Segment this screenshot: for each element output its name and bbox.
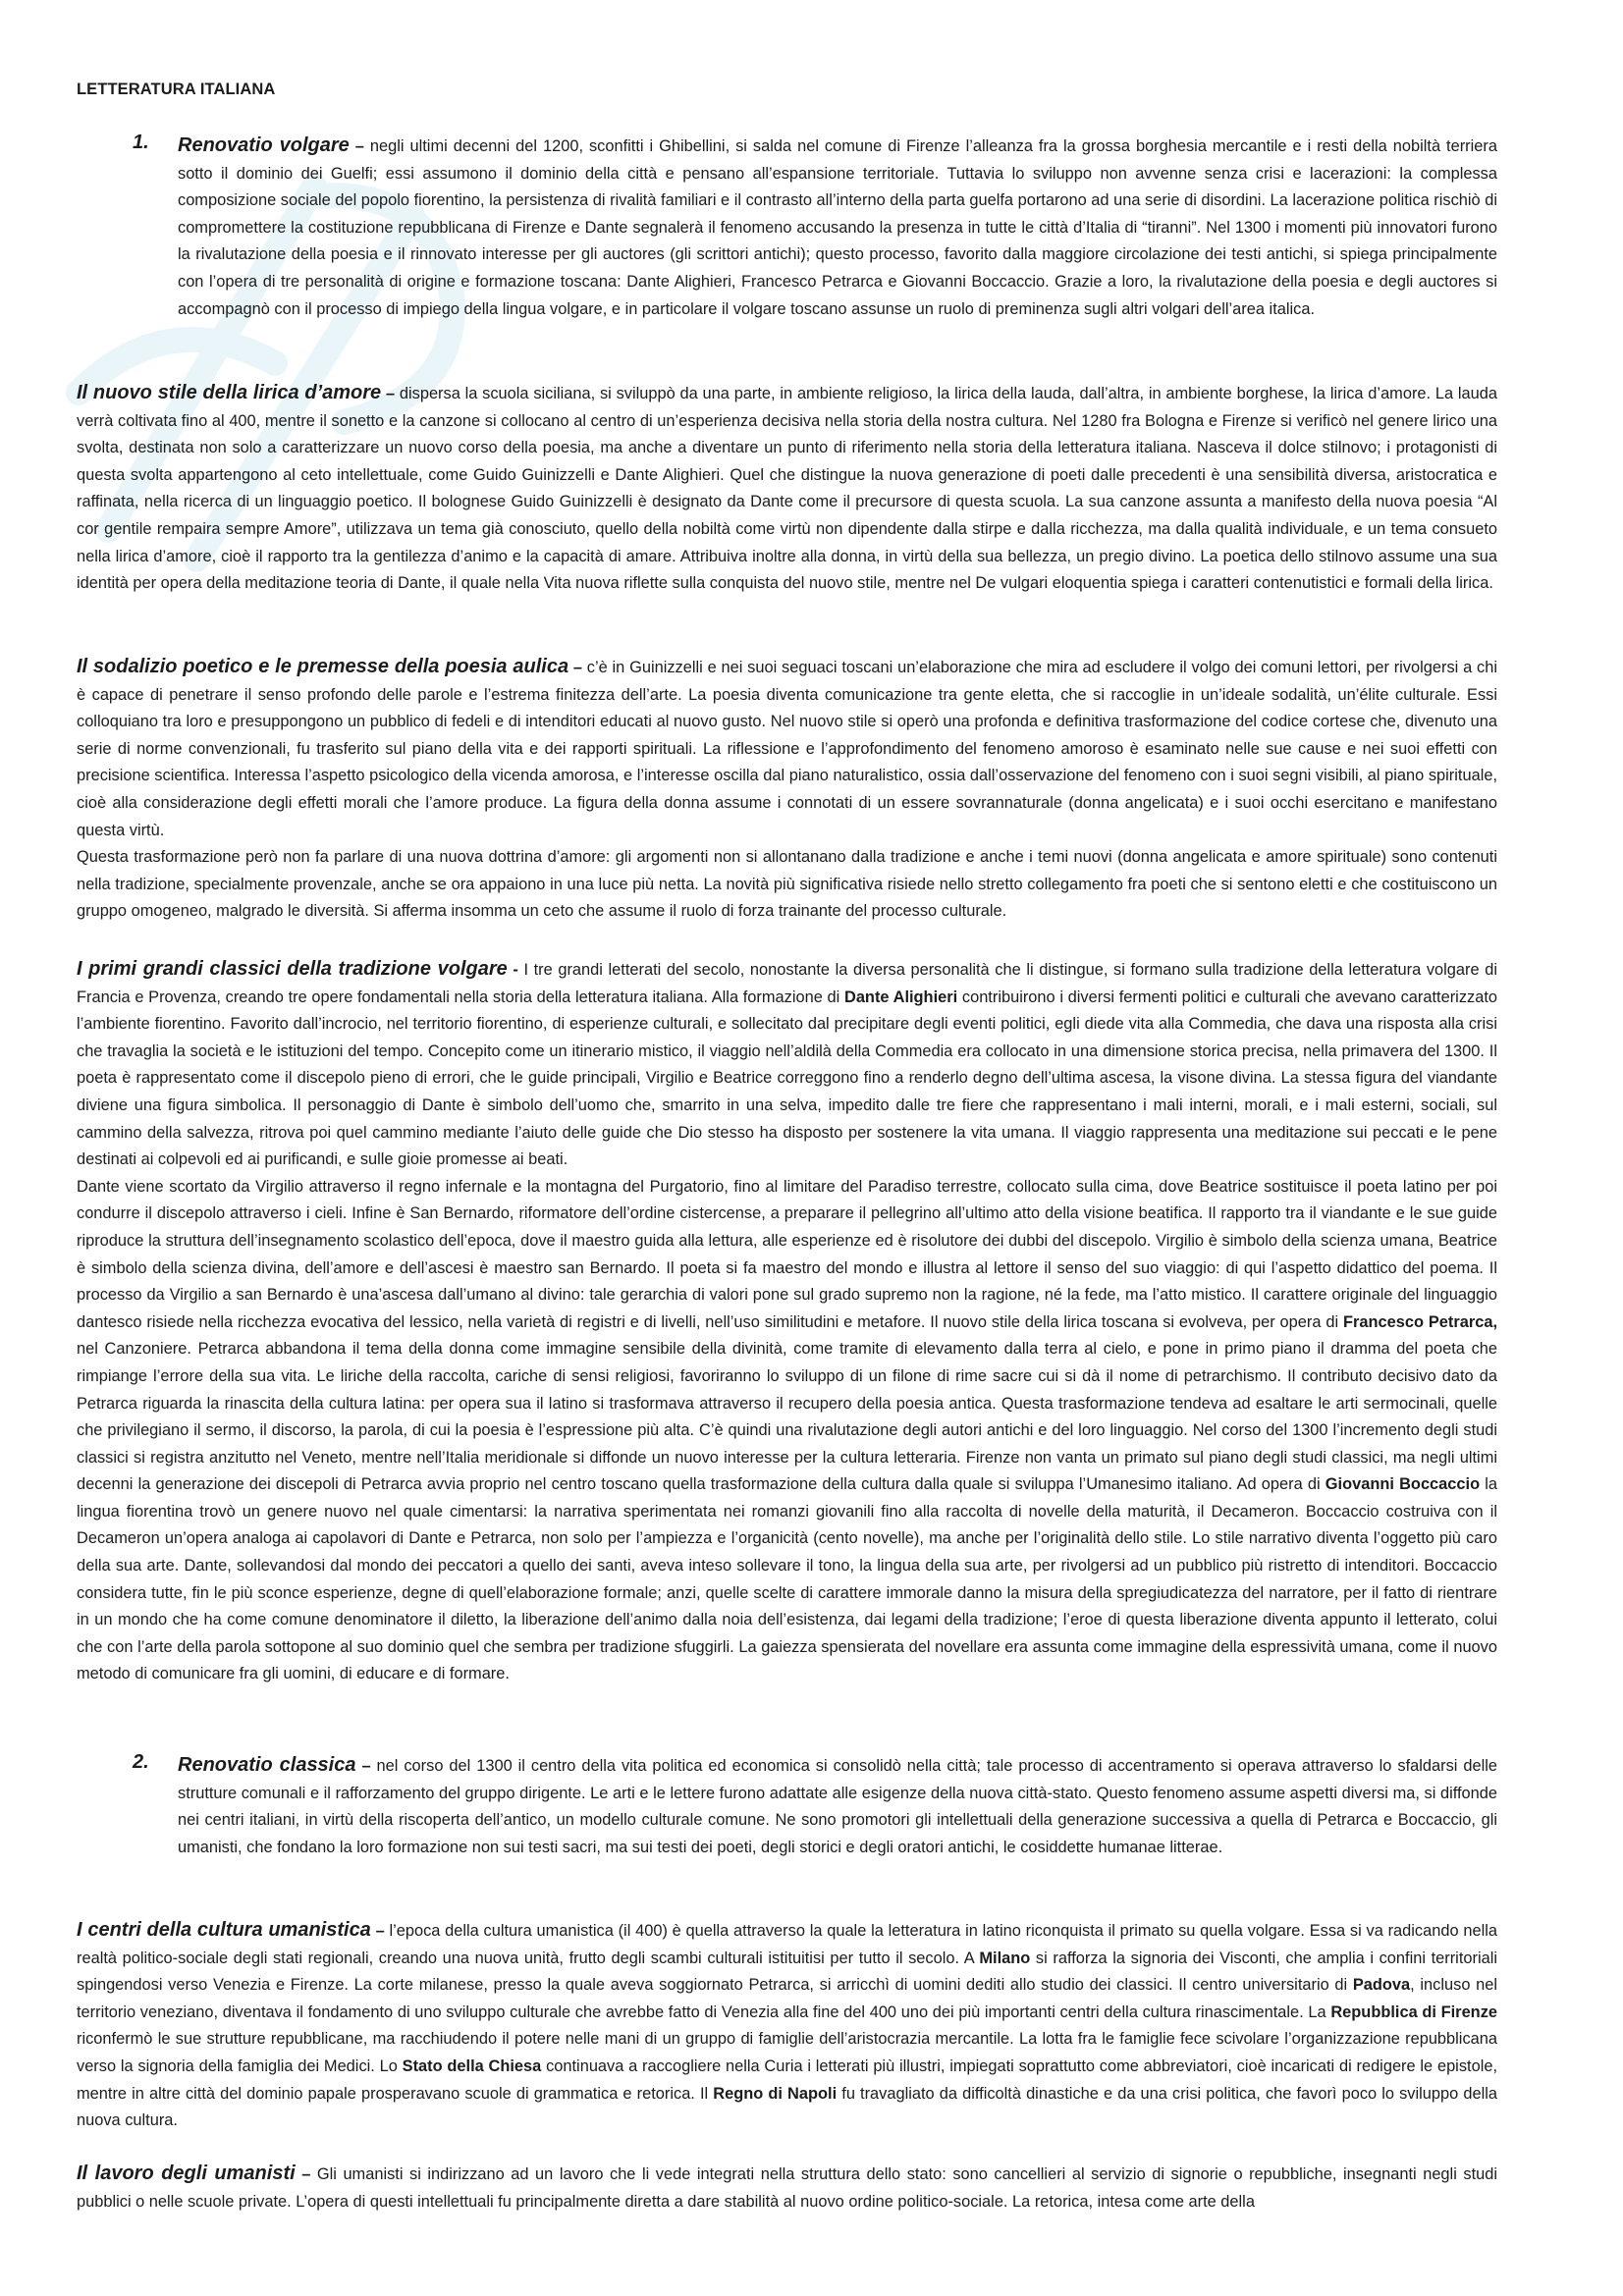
section-text: c’è in Guinizzelli e nei suoi seguaci toscani un’elaborazione che mira ad escludere il volgo dei comuni lettori, per rivolgersi a chi è capace di penetrare il senso profondo delle parole e l’estrema finitezza dell’arte. La poesia diventa comunicazione tra gente eletta, che si raccoglie in un’ideale sodalità, un’élite culturale. Essi colloquiano tra loro e presuppongono un pubblico di fedeli e di intenditori educati al nuovo gusto. Nel nuovo stile si operò una profonda e definitiva trasformazione del codice cortese che, divenuto una serie di norme convenzionali, fu trasferito sul piano della vita e dei rapporti spirituali. La riflessione e l’approfondimento del fenomeno amoroso è esaminato nelle sue cause e nei suoi effetti con precisione scientifica. Interessa l’aspetto psicologico della vicenda amorosa, e l’interesse oscilla dal piano naturalistico, ossia dall’osservazione del fenomeno con i suoi segni visibili, al piano spirituale, cioè alla considerazione degli effetti morali che l’amore produce. La figura della donna assume i connotati di un essere sovrannaturale (donna angelicata) e i suoi occhi esercitano e manifestano questa virtù. (77, 659, 1497, 839)
section-renovatio-classica (178, 1752, 1497, 1861)
heading-dash: – (355, 1757, 377, 1775)
section-text: riconfermò le sue strutture repubblicane, ma racchiudendo il potere nelle mani di un gruppo di famiglie dell’aristocrazia mercantile. La lotta fra le famiglie fece scivolare l’organizzazione repubblicana verso la signoria della famiglia dei Medici. Lo (77, 2030, 1497, 2075)
section-text: si rafforza la signoria dei Visconti, che amplia i confini territoriali spingendosi verso Venezia e Firenze. La corte milanese, presso la quale aveva soggiornato Petrarca, si arricchì di uomini dediti allo studio dei classici. Il centro universitario di (77, 1949, 1497, 1995)
section-heading: Il nuovo stile della lirica d’amore (77, 382, 382, 403)
section-text: la lingua fiorentina trovò un genere nuovo nel quale cimentarsi: la narrativa sperimentata nei romanzi giovanili fino alla raccolta di novelle della maturità, il Decameron. Boccaccio costruiva con il Decameron un’opera analoga ai capolavori di Dante e Petrarca, non solo per l’ampiezza e l’organicità (cento novelle), ma anche per l’originalità dello stile. Lo stile narrativo diventa l’oggetto più caro della sua arte. Dante, sollevandosi dal mondo dei peccatori a quello dei santi, aveva inteso sollevare il tono, la lingua della sua arte, per rivolgersi ad un pubblico più ristretto di intenditori. Boccaccio considera tutte, fin le più sconce esperienze, degne di quell’elaborazione formale; anzi, quelle scelte di carattere immorale danno la misura della spregiudicatezza del narratore, per il fatto di rientrare in un mondo che ha come comune denominatore il diletto, la liberazione dell’animo dalla noia dell’esistenza, dai legami della tradizione; l’eroe di questa liberazione diventa appunto il letterato, colui che con l’arte della parola sottopone al suo dominio quel che sembra per tradizione sfuggirli. La gaiezza spensierata del novellare era assunta come immagine della espressività umana, come il nuovo metodo di comunicare fra gli uomini, di educare e di formare. (77, 1475, 1498, 1683)
bold-place-chiesa: Stato della Chiesa (402, 2056, 542, 2075)
section-heading: Renovatio classica (178, 1754, 356, 1776)
section-text: Dante viene scortato da Virgilio attraverso il regno infernale e la montagna del Purgatorio, fino al limitare del Paradiso terrestre, collocato sulla cima, dove Beatrice sostituisce il poeta latino per poi condurre il discepolo attraverso i cieli. Infine è San Bernardo, riformatore dell’ordine cistercense, a preparare il pellegrino all’ultimo atto della visione beatifica. Il rapporto tra il viandante e le sue guide riproduce la struttura dell’insegnamento scolastico dell’epoca, dove il maestro guida alla lettura, alle esperienze ed è risolutore dei dubbi del discepolo. Virgilio è simbolo della scienza umana, Beatrice è simbolo della scienza divina, dell’amore e dell’ascesi è maestro san Bernardo. Il poeta si fa maestro del mondo e illustra al lettore il senso del suo viaggio: di qui l’aspetto didattico del poema. Il processo da Virgilio a san Bernardo è una’ascesa dall’umano al divino: tale gerarchia di valori pone sul grado supremo non la ragione, né la fede, ma l’atto mistico. Il carattere originale del linguaggio dantesco risiede nella ricchezza evocativa del lessico, nella varietà di registri e di livelli, nell’uso similitudini e metafore. Il nuovo stile della lirica toscana si evolveva, per opera di (77, 1177, 1497, 1331)
section-heading: I centri della cultura umanistica (77, 1919, 371, 1941)
heading-dash: – (370, 1922, 390, 1940)
bold-place-padova: Padova (1352, 1976, 1411, 1995)
section-nuovo-stile (77, 380, 1497, 598)
section-text: fu travagliato da difficoltà dinastiche e da una crisi politica, che favorì poco lo sviluppo della nuova cultura. (77, 2084, 1497, 2130)
bold-place-milano: Milano (979, 1949, 1031, 1967)
section-text: contribuirono i diversi fermenti politici e culturali che avevano caratterizzato l’ambiente fiorentino. Favorito dall’incrocio, nel territorio fiorentino, di esperienze culturali, e sollecitato dal precipitare degli eventi politici, egli diede vita alla Commedia, che dava una risposta alla crisi che travaglia la società e le istituzioni del tempo. Concepito come un itinerario mistico, il viaggio nell’aldilà della Commedia era collocato in una dimensione storica precisa, nella primavera del 1300. Il poeta è rappresentato come il discepolo pieno di errori, che le guide principali, Virgilio e Beatrice correggono fino a renderlo degno dell’ultima ascesa, la visone divina. La stessa figura del viandante diviene una figura simbolica. Il personaggio di Dante è simbolo dell’uomo che, smarrito in una selva, impedito dalle tre fiere che rappresentano i mali interni, morali, e i mali esterni, sociali, sul cammino della salvezza, ritrova poi quel cammino mediante l’aiuto delle guide che Dio stesso ha disposto per sostenere la vita umana. Il viaggio rappresenta una meditazione sui peccati e le pene destinati ai colpevoli ed ai purificandi, e sulle gioie promesse ai beati. (77, 988, 1497, 1169)
section-number-2: 2. (133, 1751, 149, 1773)
section-renovatio-volgare (178, 133, 1497, 323)
section-text: l’epoca della cultura umanistica (il 400) è quella attraverso la quale la letteratura in latino riconquista il primato su quella volgare. Essa si va radicando nella realtà politico-sociale degli stati regionali, creando una nuova unità, frutto degli scambi culturali istituitisi per tutto il secolo. A (77, 1922, 1497, 1967)
section-lavoro-umanisti (77, 2161, 1497, 2216)
section-heading: Renovatio volgare (178, 134, 350, 156)
section-text: nel Canzoniere. Petrarca abbandona il tema della donna come immagine sensibile della divinità, come tramite di elevamento dalla terra al cielo, e pone in primo piano il dramma del poeta che rimpiange l’errore della sua vita. Le liriche della raccolta, cariche di sensi religiosi, favoriranno lo sviluppo di un filone di rime sacre cui si dà il nome di petrarchismo. Il contributo decisivo dato da Petrarca riguarda la rinascita della cultura latina: per opera sua il latino si trasformava attraverso il recupero della poesia antica. Questa trasformazione tendeva ad esaltare le arti sermocinali, quelle che privilegiano il sermo, il discorso, la parola, di cui la poesia è l’espressione più alta. C’è quindi una rivalutazione degli autori antichi e del loro linguaggio. Nel corso del 1300 l’incremento degli studi classici si registra anzitutto nel Veneto, mentre nell’Italia meridionale si diffonde un nuovo interesse per la cultura letteraria. Firenze non vanta un primato sul piano degli studi classici, ma negli ultimi decenni la generazione dei discepoli di Petrarca avvia proprio nel centro toscano quella trasformazione della cultura dalla quale si sviluppa l’Umanesimo italiano. Ad opera di (77, 1340, 1497, 1494)
section-text: , incluso nel territorio veneziano, diventava il fondamento di uno sviluppo culturale che avrebbe fatto di Venezia alla fine del 400 uno dei più importanti centri della cultura rinascimentale. La (77, 1976, 1498, 2021)
heading-dash: – (349, 137, 370, 155)
section-text: Gli umanisti si indirizzano ad un lavoro che li vede integrati nella struttura dello stato: sono cancellieri al servizio di signorie o repubbliche, insegnanti negli studi pubblici o nelle scuole private. L’opera di questi intellettuali fu principalmente diretta a dare stabilità al nuovo ordine politico-sociale. La retorica, intesa come arte della (77, 2165, 1497, 2211)
heading-dash: – (381, 385, 400, 402)
section-text: dispersa la scuola siciliana, si sviluppò da una parte, in ambiente religioso, la lirica della lauda, dall’altra, in ambiente borghese, la lirica d’amore. La lauda verrà coltivata fino al 400, mentre il sonetto e la canzone si collocano al centro di un’esperienza decisiva nella storia della nostra cultura. Nel 1280 fra Bologna e Firenze si verificò nel genere lirico una svolta, destinata non solo a caratterizzare un nuovo corso della poesia, ma anche a diventare un punto di riferimento nella storia della letteratura italiana. Nasceva il dolce stilnovo; i protagonisti di questa svolta appartengono al ceto intellettuale, come Guido Guinizzelli e Dante Alighieri. Quel che distingue la nuova generazione di poeti dalle precedenti è una sensibilità diversa, aristocratica e raffinata, nella ricerca di un linguaggio poetico. Il bolognese Guido Guinizzelli è designato da Dante come il precursore di questa scuola. La sua canzone assunta a manifesto della nuova poesia “Al cor gentile rempaira sempre Amore”, utilizzava un tema già conosciuto, quello della nobiltà come virtù non dipendente dalla stirpe e dalla ricchezza, ma dalla qualità individuale, e un tema consueto nella lirica d’amore, cioè il rapporto tra la gentilezza d’animo e la capacità di amare. Attribuiva inoltre alla donna, in virtù della sua bellezza, un pregio divino. La poetica dello stilnovo assume una sua identità per opera della meditazione teoria di Dante, il quale nella Vita nuova riflette sulla conquista del nuovo stile, mentre nel De vulgari eloquentia spiega i caratteri contenutistici e formali della lirica. (77, 385, 1497, 593)
heading-dash: – (568, 659, 587, 676)
section-heading: I primi grandi classici della tradizione volgare (77, 958, 508, 980)
section-number-1: 1. (133, 132, 149, 153)
section-centri-cultura (77, 1917, 1497, 2135)
bold-name-dante: Dante Alighieri (843, 988, 958, 1006)
bold-place-firenze: Repubblica di Firenze (1330, 2002, 1498, 2021)
section-heading: Il lavoro degli umanisti (77, 2163, 296, 2184)
document-title: LETTERATURA ITALIANA (77, 80, 276, 98)
heading-dash: - (507, 961, 524, 979)
bold-place-napoli: Regno di Napoli (713, 2084, 838, 2103)
bold-name-boccaccio: Giovanni Boccaccio (1325, 1475, 1481, 1494)
section-text: continuava a raccogliere nella Curia i letterati più illustri, impiegati soprattutto come abbreviatori, cioè incaricati di redigere le epistole, mentre in altre città del dominio papale prosperavano scuole di grammatica e retorica. Il (77, 2056, 1498, 2103)
section-text: I tre grandi letterati del secolo, nonostante la diversa personalità che li distingue, si formano sulla tradizione della letteratura volgare di Francia e Provenza, creando tre opere fondamentali nella storia della letteratura italiana. Alla formazione di (77, 961, 1497, 1006)
section-text: nel corso del 1300 il centro della vita politica ed economica si consolidò nella città; tale processo di accentramento si operava attraverso lo sfaldarsi delle strutture comunali e il rafforzamento del gruppo dirigente. Le arti e le lettere furono adattate alle esigenze della nuova città-stato. Questo fenomeno assume aspetti diversi ma, si diffonde nei centri italiani, in virtù della riscoperta dell’antico, un modello culturale comune. Ne sono promotori gli intellettuali della generazione successiva a quella di Petrarca e Boccaccio, gli umanisti, che fondano la loro formazione non sui testi sacri, ma sui testi dei poeti, degli storici e degli oratori antichi, le cosiddette humanae litterae. (178, 1757, 1497, 1856)
section-heading: Il sodalizio poetico e le premesse della poesia aulica (77, 656, 569, 677)
section-text-continued: Questa trasformazione però non fa parlare di una nuova dottrina d’amore: gli argomenti non si allontanano dalla tradizione e anche i temi nuovi (donna angelicata e amore spirituale) sono contenuti nella tradizione, specialmente provenzale, anche se ora appaiono in una luce più netta. La novità più significativa risiede nello stretto collegamento fra poeti che si sentono eletti e che costituiscono un gruppo omogeneo, malgrado le diversità. Si afferma insomma un ceto che assume il ruolo di forza trainante del processo culturale. (77, 848, 1497, 921)
section-sodalizio-poetico (77, 654, 1497, 926)
section-text: negli ultimi decenni del 1200, sconfitti i Ghibellini, si salda nel comune di Firenze l’alleanza fra la grossa borghesia mercantile e i resti della nobiltà terriera sotto il dominio dei Guelfi; essi assumono il dominio della città e pensano all’espansione territoriale. Tuttavia lo sviluppo non avvenne senza crisi e lacerazioni: la complessa composizione sociale del popolo fiorentino, la persistenza di rivalità familiari e il contrasto all’interno della parta guelfa portarono ad una serie di disordini. La lacerazione politica rischiò di compromettere la costituzione repubblicana di Firenze e Dante segnalerà il fenomeno accusando la presenza in tutte le città d’Italia di “tiranni”. Nel 1300 i momenti più innovatori furono la rivalutazione della poesia e il rinnovato interesse per gli auctores (gli scrittori antichi); questo processo, favorito dalla maggiore circolazione dei testi antichi, si spiega principalmente con l’opera di tre personalità di origine e formazione toscana: Dante Alighieri, Francesco Petrarca e Giovanni Boccaccio. Grazie a loro, la rivalutazione della poesia e degli auctores si accompagnò con il processo di impiego della lingua volgare, e in particolare il volgare toscano assunse un ruolo di preminenza sugli altri volgari dell’area italica. (178, 137, 1497, 318)
section-primi-classici (77, 956, 1497, 1688)
heading-dash: – (295, 2165, 317, 2183)
bold-name-petrarca: Francesco Petrarca, (1342, 1312, 1497, 1331)
